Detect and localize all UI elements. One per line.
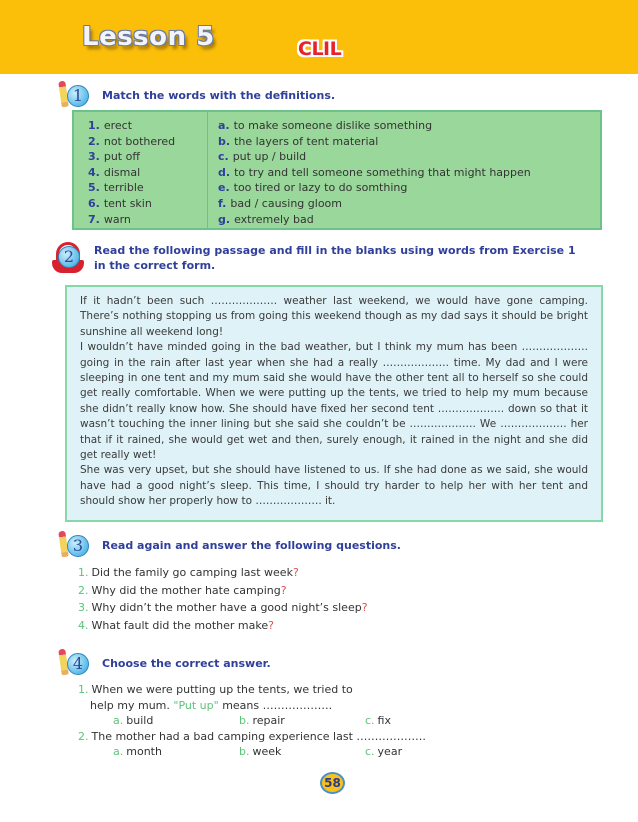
lesson-title: Lesson 5 [82, 22, 215, 52]
definition-item: d. to try and tell someone something that might happen [218, 165, 531, 179]
exercise-badge [58, 80, 94, 110]
reading-passage [65, 285, 603, 522]
definition-item: a. to make someone dislike something [218, 119, 433, 132]
mc-option[interactable]: c. fix [365, 714, 391, 727]
page-number: 58 [320, 772, 345, 794]
exercise-4-header [58, 648, 271, 678]
exercise-2-header [50, 242, 590, 273]
exercise-title: Choose the correct answer. [102, 656, 271, 670]
exercise-badge [58, 530, 94, 560]
exercise-3-header [58, 530, 401, 560]
mc-question-cont: help my mum. "Put up" means ………………. [90, 698, 333, 712]
passage-paragraph: If it hadn’t been such ………………. weather last weekend, we would have gone camping. There’s nothing stopping us from going this weekend though as my dad says it should be bright sunshine all weekend long! [80, 295, 588, 338]
question-list [78, 564, 368, 634]
passage-paragraph: She was very upset, but she should have listened to us. If she had done as we said, she would have had a good night’s sleep. This time, I should try harder to help her with her tent and should show her properly how to ………………. it. [80, 464, 588, 508]
mc-question: 2. The mother had a bad camping experience last ………………. [78, 729, 426, 743]
mc-option[interactable]: b. week [239, 745, 282, 758]
mc-options [78, 713, 491, 729]
word-item: 5. terrible [88, 181, 144, 195]
word-item: 7. warn [88, 212, 131, 226]
question-item: 3. Why didn’t the mother have a good night’s sleep? [78, 601, 368, 614]
definition-item: b. the layers of tent material [218, 134, 379, 148]
definition-item: c. put up / build [218, 150, 307, 164]
exercise-number: 2 [58, 246, 80, 268]
definitions-column [208, 112, 600, 228]
clil-tag: CLIL [298, 38, 342, 60]
question-item: 2. Why did the mother hate camping? [78, 583, 287, 597]
exercise-badge [58, 648, 94, 678]
definition-item: g. extremely bad [218, 212, 314, 226]
definition-item: e. too tired or lazy to do somthing [218, 181, 408, 195]
exercise-title: Match the words with the definitions. [102, 88, 336, 102]
exercise-title: Read again and answer the following questions. [102, 538, 401, 552]
word-item: 4. dismal [88, 165, 141, 179]
word-item: 3. put off [88, 150, 140, 164]
word-item: 6. tent skin [88, 196, 152, 210]
exercise-number: 3 [67, 535, 89, 557]
exercise-1-header [58, 80, 335, 110]
passage-paragraph: I wouldn’t have minded going in the bad weather, but I think my mum has been ………………. going in the rain after last year when she had a really ………………. time. My dad and I were sleeping in one tent and my mum said she would have the other tent all to herself so she could get really comfortable. When we were putting up the tents, we tried to help my mum because she didn’t really know how. She should have fixed her second tent ………………. down so that it wasn’t touching the inner lining but she said she couldn’t be ………………. We ………………. her that if it rained, she would get wet and then, surely enough, it rained in the night and she did get really wet! [80, 341, 588, 462]
word-item: 1. erect [88, 119, 133, 132]
question-item: 1. Did the family go camping last week? [78, 566, 299, 579]
multiple-choice [78, 682, 491, 760]
exercise-badge [50, 242, 86, 272]
mc-option[interactable]: a. month [113, 745, 162, 758]
mc-option[interactable]: c. year [365, 745, 403, 758]
exercise-number: 1 [67, 85, 89, 107]
mc-option[interactable]: b. repair [239, 714, 285, 727]
mc-option[interactable]: a. build [113, 714, 154, 727]
question-item: 4. What fault did the mother make? [78, 618, 274, 632]
mc-question: 1. When we were putting up the tents, we tried to [78, 683, 353, 696]
definition-item: f. bad / causing gloom [218, 196, 342, 210]
matching-table [72, 110, 602, 230]
exercise-number: 4 [67, 653, 89, 675]
words-column [74, 112, 208, 228]
word-item: 2. not bothered [88, 134, 176, 148]
lesson-banner [0, 0, 638, 74]
exercise-title: Read the following passage and fill in the blanks using words from Exercise 1 in the correct form. [94, 244, 576, 272]
mc-options [78, 744, 491, 760]
